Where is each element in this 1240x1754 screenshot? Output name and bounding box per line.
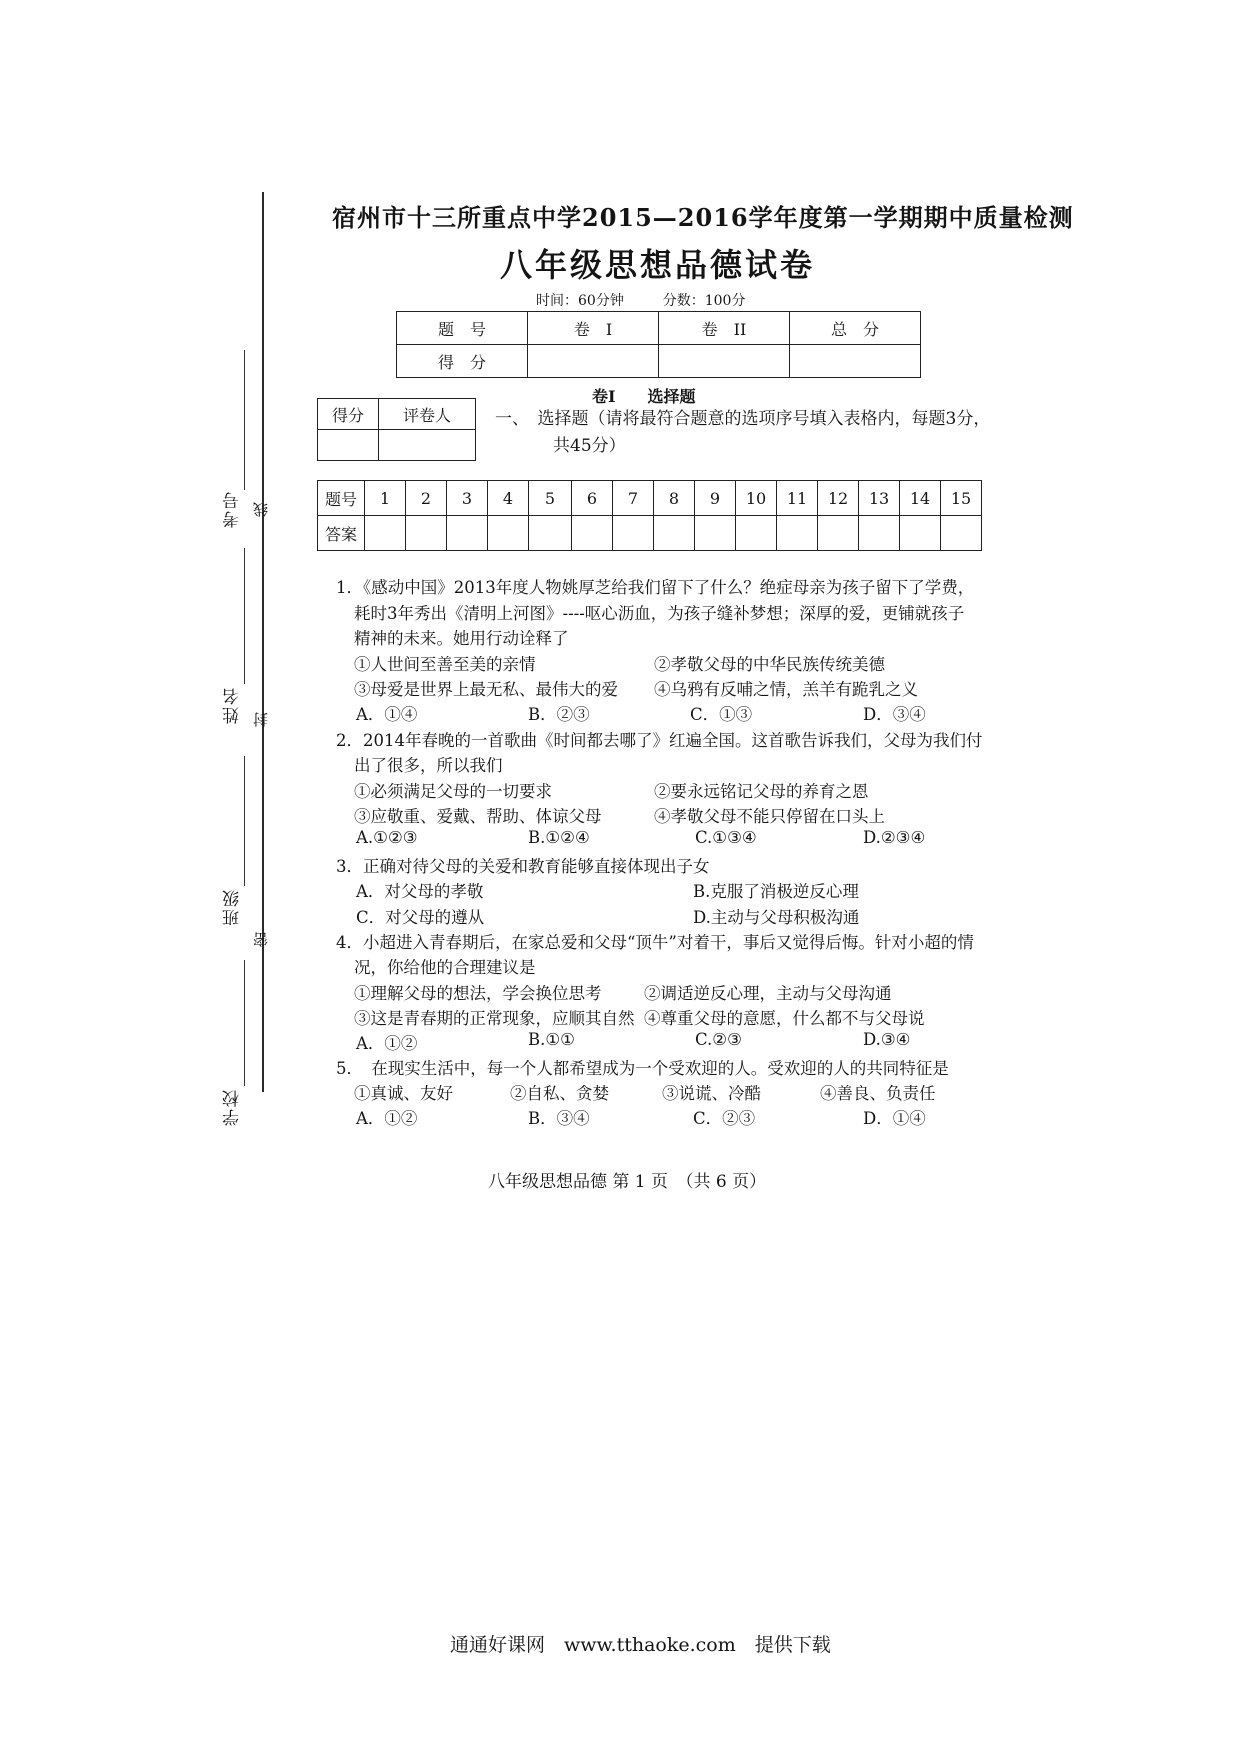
answer-table [317,480,982,551]
question-number: 10 [736,481,777,516]
question-item: A．对父母的孝敬 [356,882,484,901]
score-cell[interactable] [790,345,921,378]
answer-table-label: 答案 [318,516,365,551]
question-stem: 3．正确对待父母的关爱和教育能够直接体现出子女 [336,857,710,876]
binding-label-name: 姓名 [223,686,243,724]
question-number: 11 [777,481,818,516]
question-number: 8 [654,481,695,516]
score-table-header: 总 分 [790,312,921,345]
question-item: ②要永远铭记父母的养育之恩 [654,782,869,801]
question-stem: 5． 在现实生活中，每一个人都希望成为一个受欢迎的人。受欢迎的人的共同特征是 [336,1059,949,1078]
school-title: 宿州市十三所重点中学2015—2016学年度第一学期期中质量检测 [332,203,1074,232]
binding-field-name [244,548,245,684]
question-item: ①真诚、友好 [354,1084,453,1103]
exam-time: 时间：60分钟 [536,293,624,309]
question-option: A．①② [356,1034,418,1053]
question-item: ③这是青春期的正常现象，应顺其自然 [354,1009,635,1028]
question-stem: 耗时3年秀出《清明上河图》----呕心沥血，为孩子缝补梦想；深厚的爱，更铺就孩子 [354,604,965,623]
score-cell[interactable] [528,345,659,378]
grader-cell[interactable] [379,430,476,461]
question-item: ③说谎、冷酷 [662,1084,761,1103]
question-option: A.①②③ [356,828,418,847]
question-option: D．①④ [863,1109,926,1128]
question-number: 2 [406,481,447,516]
score-table-row-label: 得 分 [397,345,528,378]
answer-cell[interactable] [736,516,777,551]
question-item: ①人世间至善至美的亲情 [354,655,536,674]
instruction-line: 一、 选择题（请将最符合题意的选项序号填入表格内，每题3分， [495,409,991,429]
question-number: 3 [447,481,488,516]
binding-field-class [244,756,245,886]
question-item: ①理解父母的想法，学会换位思考 [354,984,602,1003]
binding-field-school [244,960,245,1086]
score-table-header: 卷 II [659,312,790,345]
instruction-line: 共45分） [553,436,626,456]
binding-mark-line: 线 [252,500,270,517]
exam-meta [536,290,745,310]
question-number: 15 [941,481,982,516]
question-option: C.①③④ [695,828,757,847]
answer-cell[interactable] [406,516,447,551]
grader-table [317,398,476,461]
score-table-header: 卷 I [528,312,659,345]
question-stem: 况，你给他的合理建议是 [354,958,536,977]
question-number: 12 [818,481,859,516]
question-option: A．①④ [356,705,418,724]
question-number: 6 [572,481,613,516]
question-item: ④善良、负责任 [820,1084,936,1103]
binding-label-class: 班级 [223,888,243,926]
grader-header: 评卷人 [379,399,476,430]
grader-cell[interactable] [318,430,379,461]
answer-cell[interactable] [695,516,736,551]
answer-cell[interactable] [859,516,900,551]
binding-mark-seal: 封 [252,710,270,727]
answer-cell[interactable] [447,516,488,551]
answer-cell[interactable] [941,516,982,551]
question-item: ③母爱是世界上最无私、最伟大的爱 [354,680,618,699]
section-instruction [495,406,995,460]
answer-cell[interactable] [900,516,941,551]
question-stem: 出了很多，所以我们 [354,756,503,775]
binding-mark-secret: 密 [252,930,270,947]
question-option: C.②③ [695,1030,742,1049]
question-item: ④尊重父母的意愿，什么都不与父母说 [644,1009,925,1028]
question-option: B.①① [528,1030,575,1049]
score-cell[interactable] [659,345,790,378]
answer-cell[interactable] [488,516,529,551]
question-option: B.①②④ [528,828,590,847]
question-item: C．对父母的遵从 [356,908,485,927]
question-stem: 1．《感动中国》2013年度人物姚厚芝给我们留下了什么？绝症母亲为孩子留下了学费， [336,578,975,597]
question-item: ④乌鸦有反哺之情，羔羊有跪乳之义 [654,680,918,699]
answer-cell[interactable] [613,516,654,551]
score-table [396,311,921,378]
answer-cell[interactable] [777,516,818,551]
section-title: 卷I 选择题 [592,387,696,406]
question-item: ②孝敬父母的中华民族传统美德 [654,655,885,674]
exam-score: 分数：100分 [662,293,746,309]
question-item: ②调适逆反心理，主动与父母沟通 [644,984,892,1003]
question-number: 4 [488,481,529,516]
download-note: 通通好课网 www.tthaoke.com 提供下载 [450,1634,831,1656]
binding-line [262,192,264,1092]
exam-title: 八年级思想品德试卷 [500,246,816,284]
binding-label-school: 学校 [223,1088,243,1126]
question-option: D．③④ [863,705,926,724]
question-option: D.②③④ [863,828,926,847]
question-item: ④孝敬父母不能只停留在口头上 [654,807,885,826]
question-stem: 精神的未来。她用行动诠释了 [354,629,569,648]
question-option: B．③④ [528,1109,590,1128]
question-stem: 4．小超进入青春期后，在家总爱和父母“顶牛”对着干，事后又觉得后悔。针对小超的情 [336,933,974,952]
question-item: ②自私、贪婪 [510,1084,609,1103]
question-number: 1 [365,481,406,516]
answer-cell[interactable] [654,516,695,551]
question-number: 9 [695,481,736,516]
question-option: B．②③ [528,705,590,724]
question-stem: 2．2014年春晚的一首歌曲《时间都去哪了》红遍全国。这首歌告诉我们，父母为我们付 [336,731,983,750]
page-footer: 八年级思想品德 第 1 页 （共 6 页） [488,1172,767,1192]
question-item: ①必须满足父母的一切要求 [354,782,552,801]
question-option: A．①② [356,1109,418,1128]
question-option: C．①③ [690,705,753,724]
question-item: D.主动与父母积极沟通 [693,908,860,927]
answer-cell[interactable] [529,516,572,551]
binding-label-exam-number: 考号 [223,490,243,528]
grader-header: 得分 [318,399,379,430]
answer-table-label: 题号 [318,481,365,516]
question-number: 5 [529,481,572,516]
answer-cell[interactable] [818,516,859,551]
answer-cell[interactable] [572,516,613,551]
question-number: 7 [613,481,654,516]
score-table-header: 题 号 [397,312,528,345]
question-item: ③应敬重、爱戴、帮助、体谅父母 [354,807,602,826]
question-option: D.③④ [863,1030,911,1049]
question-number: 14 [900,481,941,516]
question-number: 13 [859,481,900,516]
binding-field-exam-number [244,350,245,490]
question-item: B.克服了消极逆反心理 [693,882,859,901]
question-option: C．②③ [693,1109,756,1128]
answer-cell[interactable] [365,516,406,551]
